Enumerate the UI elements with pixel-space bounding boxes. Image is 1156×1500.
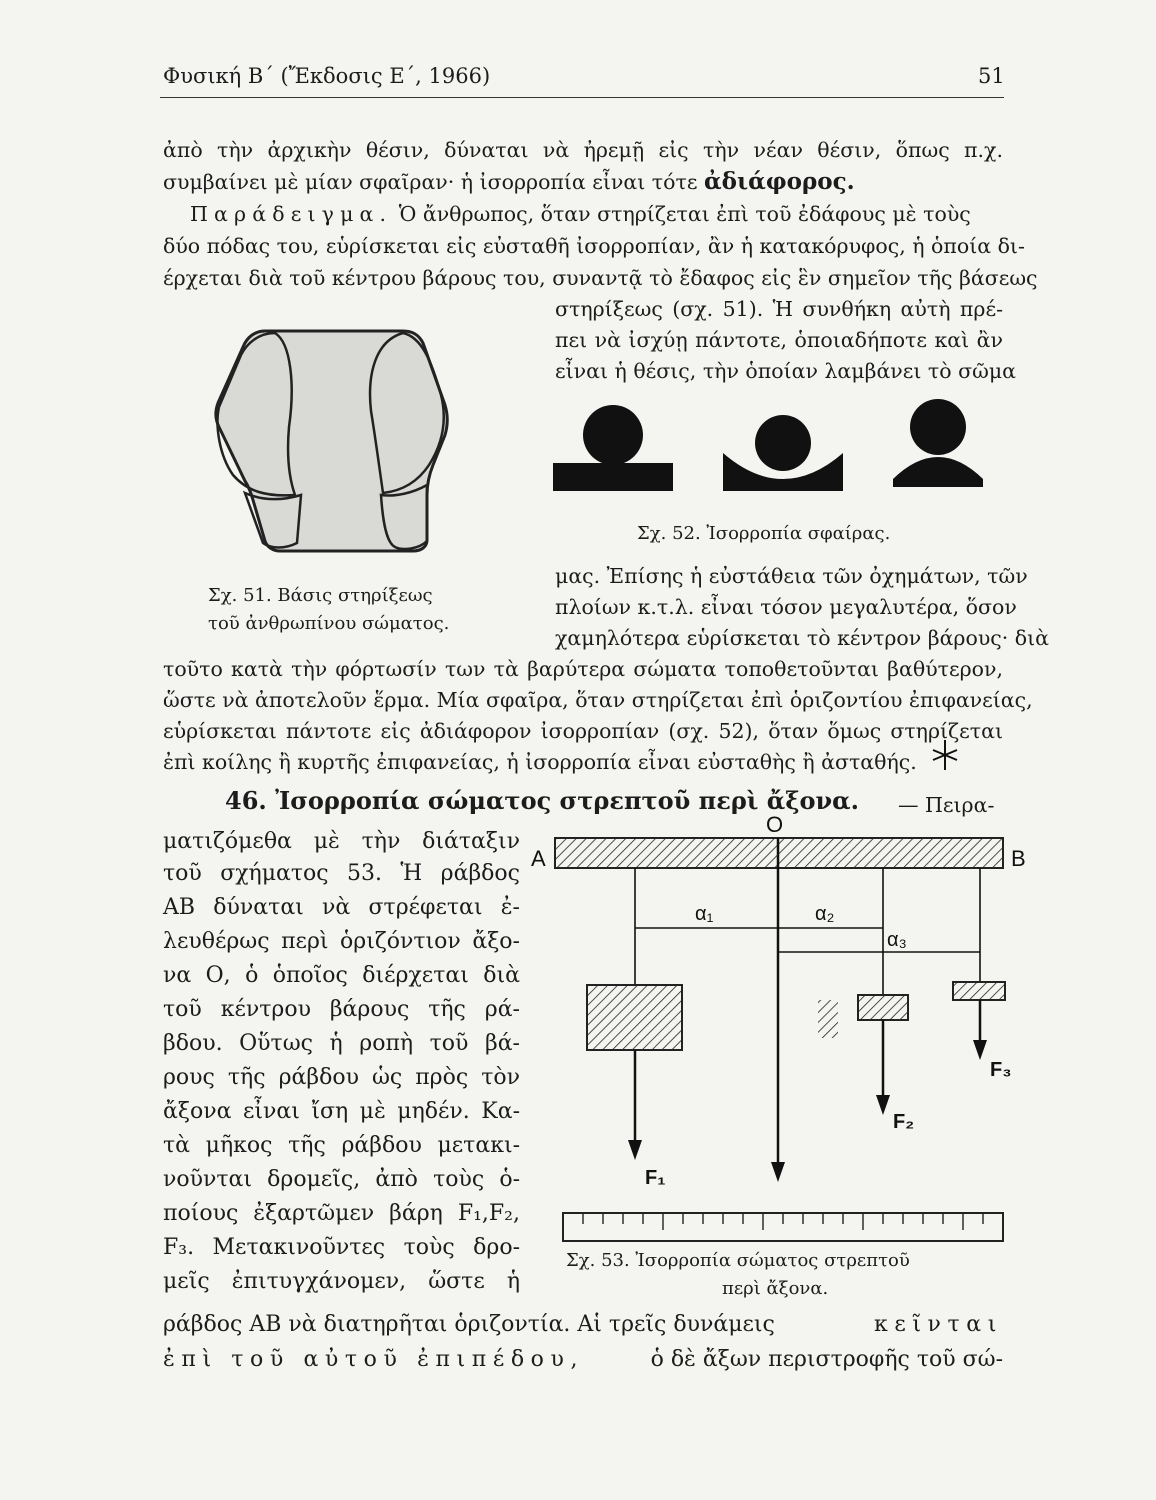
example-line: Παράδειγμα. Ὁ ἄνθρωπος, ὅταν στηρίζεται ἐπὶ τοῦ ἐδάφους μὲ τοὺς xyxy=(190,202,971,226)
figure-53-caption-line2: περὶ ἄξονα. xyxy=(722,1278,829,1299)
section-line: μεῖς ἐπιτυγχάνομεν, ὥστε ἡ xyxy=(163,1269,520,1294)
running-header: Φυσική Β΄ (Ἔκδοσις Ε΄, 1966) xyxy=(163,64,491,88)
section-line: ἄξονα εἶναι ἴση μὲ μηδέν. Κα- xyxy=(163,1099,520,1124)
figure-53-lever xyxy=(525,810,1025,1250)
figure-51-caption-line1: Σχ. 51. Βάσις στηρίξεως xyxy=(208,585,433,606)
section-46-heading: 46. Ἰσορροπία σώματος στρεπτοῦ περὶ ἄξονα. xyxy=(225,786,859,815)
body-line: μας. Ἐπίσης ἡ εὐστάθεια τῶν ὀχημάτων, τῶν xyxy=(555,564,1028,588)
section-line: νοῦνται δρομεῖς, ἀπὸ τοὺς ὁ- xyxy=(163,1167,520,1192)
label-f2: F₂ xyxy=(893,1111,915,1133)
figure-52-caption: Σχ. 52. Ἰσορροπία σφαίρας. xyxy=(637,523,891,544)
base-of-support-area xyxy=(216,331,447,551)
section-line: τοῦ κέντρου βάρους τῆς ρά- xyxy=(163,997,520,1022)
body-line: έρχεται διὰ τοῦ κέντρου βάρους του, συναντᾷ τὸ ἔδαφος εἰς ἓν σημεῖον τῆς βάσεως xyxy=(163,266,1038,290)
section-line: ρους τῆς ράβδου ὡς πρὸς τὸν xyxy=(163,1065,520,1090)
sphere-indifferent-equilibrium xyxy=(553,405,673,491)
label-o: O xyxy=(766,812,784,837)
body-line: εὑρίσκεται πάντοτε εἰς ἀδιάφορον ἰσορροπίαν (σχ. 52), ὅταν ὅμως στηρίζεται xyxy=(163,719,1003,743)
body-line: ἐπὶ κοίλης ἢ κυρτῆς ἐπιφανείας, ἡ ἰσορροπία εἶναι εὐσταθὴς ἢ ἀσταθής. xyxy=(163,750,917,774)
label-a1: α₁ xyxy=(695,903,714,925)
section-46-heading-tail: — Πειρα- xyxy=(898,793,995,817)
page-number: 51 xyxy=(978,64,1005,88)
figure-51-caption-line2: τοῦ ἀνθρωπίνου σώματος. xyxy=(208,613,450,634)
label-f1: F₁ xyxy=(645,1167,666,1189)
section-line: να Ο, ὁ ὁποῖος διέρχεται διὰ xyxy=(163,963,520,988)
body-line: τοῦτο κατὰ τὴν φόρτωσίν των τὰ βαρύτερα σώματα τοποθετοῦνται βαθύτερον, xyxy=(163,657,1003,681)
body-line: συμβαίνει μὲ μίαν σφαῖραν· ἡ ἰσορροπία εἶναι τότε ἀδιάφορος. xyxy=(163,168,855,195)
sphere-stable-equilibrium xyxy=(723,415,843,491)
detached-weight xyxy=(818,1000,838,1038)
body-line: πει νὰ ἰσχύῃ πάντοτε, ὁποιαδήποτε καὶ ἂν xyxy=(555,328,1003,352)
label-a2: α₂ xyxy=(815,903,835,925)
body-line: χαμηλότερα εὑρίσκεται τὸ κέντρον βάρους· διὰ xyxy=(555,626,1050,650)
section-line: ποίους ἐξαρτῶμεν βάρη F₁,F₂, xyxy=(163,1201,520,1226)
section-line: τοῦ σχήματος 53. Ἡ ράβδος xyxy=(163,861,520,886)
weight-2 xyxy=(858,995,908,1020)
weight-1 xyxy=(587,985,682,1050)
section-line: ματιζόμεθα μὲ τὴν διάταξιν xyxy=(163,829,520,854)
example-label: Παράδειγμα. xyxy=(190,202,393,226)
section-line: ἐπὶ τοῦ αὐτοῦ ἐπιπέδου, ὁ δὲ ἄξων περιστροφῆς τοῦ σώ- xyxy=(163,1347,1003,1372)
weight-3 xyxy=(953,982,1005,1000)
section-line: λευθέρως περὶ ὁριζόντιον ἄξο- xyxy=(163,929,520,954)
section-line: ΑΒ δύναται νὰ στρέφεται ἐ- xyxy=(163,895,520,920)
force-f1-arrowhead xyxy=(628,1140,642,1160)
force-f3-arrowhead xyxy=(973,1040,987,1060)
section-line: τὰ μῆκος τῆς ράβδου μετακι- xyxy=(163,1133,520,1158)
ruler-ticks xyxy=(583,1213,983,1230)
sphere-unstable-equilibrium xyxy=(893,399,983,487)
label-a: A xyxy=(531,846,546,871)
header-rule xyxy=(160,97,1004,98)
section-line: βδου. Οὕτως ἡ ροπὴ τοῦ βά- xyxy=(163,1031,520,1056)
figure-53-caption-line1: Σχ. 53. Ἰσορροπία σώματος στρεπτοῦ xyxy=(566,1250,910,1271)
body-line: ἀπὸ τὴν ἀρχικὴν θέσιν, δύναται νὰ ἠρεμῇ εἰς τὴν νέαν θέσιν, ὅπως π.χ. xyxy=(163,138,1003,162)
figure-52-spheres xyxy=(553,395,1008,505)
asterisk-mark-icon xyxy=(930,738,960,772)
body-line: στηρίξεως (σχ. 51). Ἡ συνθήκη αὐτὴ πρέ- xyxy=(555,297,1003,321)
figure-51-feet xyxy=(205,315,455,560)
body-line: ὥστε νὰ ἀποτελοῦν ἕρμα. Μία σφαῖρα, ὅταν στηρίζεται ἐπὶ ὁριζοντίου ἐπιφανείας, xyxy=(163,688,1033,712)
body-line: πλοίων κ.τ.λ. εἶναι τόσον μεγαλυτέρα, ὅσον xyxy=(555,595,1017,619)
axis-o-arrowhead xyxy=(771,1162,785,1182)
label-a3: α₃ xyxy=(887,929,907,951)
body-line: δύο πόδας του, εὑρίσκεται εἰς εὐσταθῆ ἰσορροπίαν, ἂν ἡ κατακόρυφος, ἡ ὁποία δι- xyxy=(163,234,1025,258)
section-line: F₃. Μετακινοῦντες τοὺς δρο- xyxy=(163,1235,520,1260)
term-indifferent: ἀδιάφορος. xyxy=(703,168,855,195)
label-f3: F₃ xyxy=(990,1059,1012,1081)
body-line: εἶναι ἡ θέσις, τὴν ὁποίαν λαμβάνει τὸ σῶμα xyxy=(555,359,1017,383)
section-line: ράβδος ΑΒ νὰ διατηρῆται ὁριζοντία. Αἱ τρεῖς δυνάμεις κεῖνται xyxy=(163,1312,1003,1337)
force-f2-arrowhead xyxy=(876,1095,890,1115)
label-b: B xyxy=(1011,846,1026,871)
